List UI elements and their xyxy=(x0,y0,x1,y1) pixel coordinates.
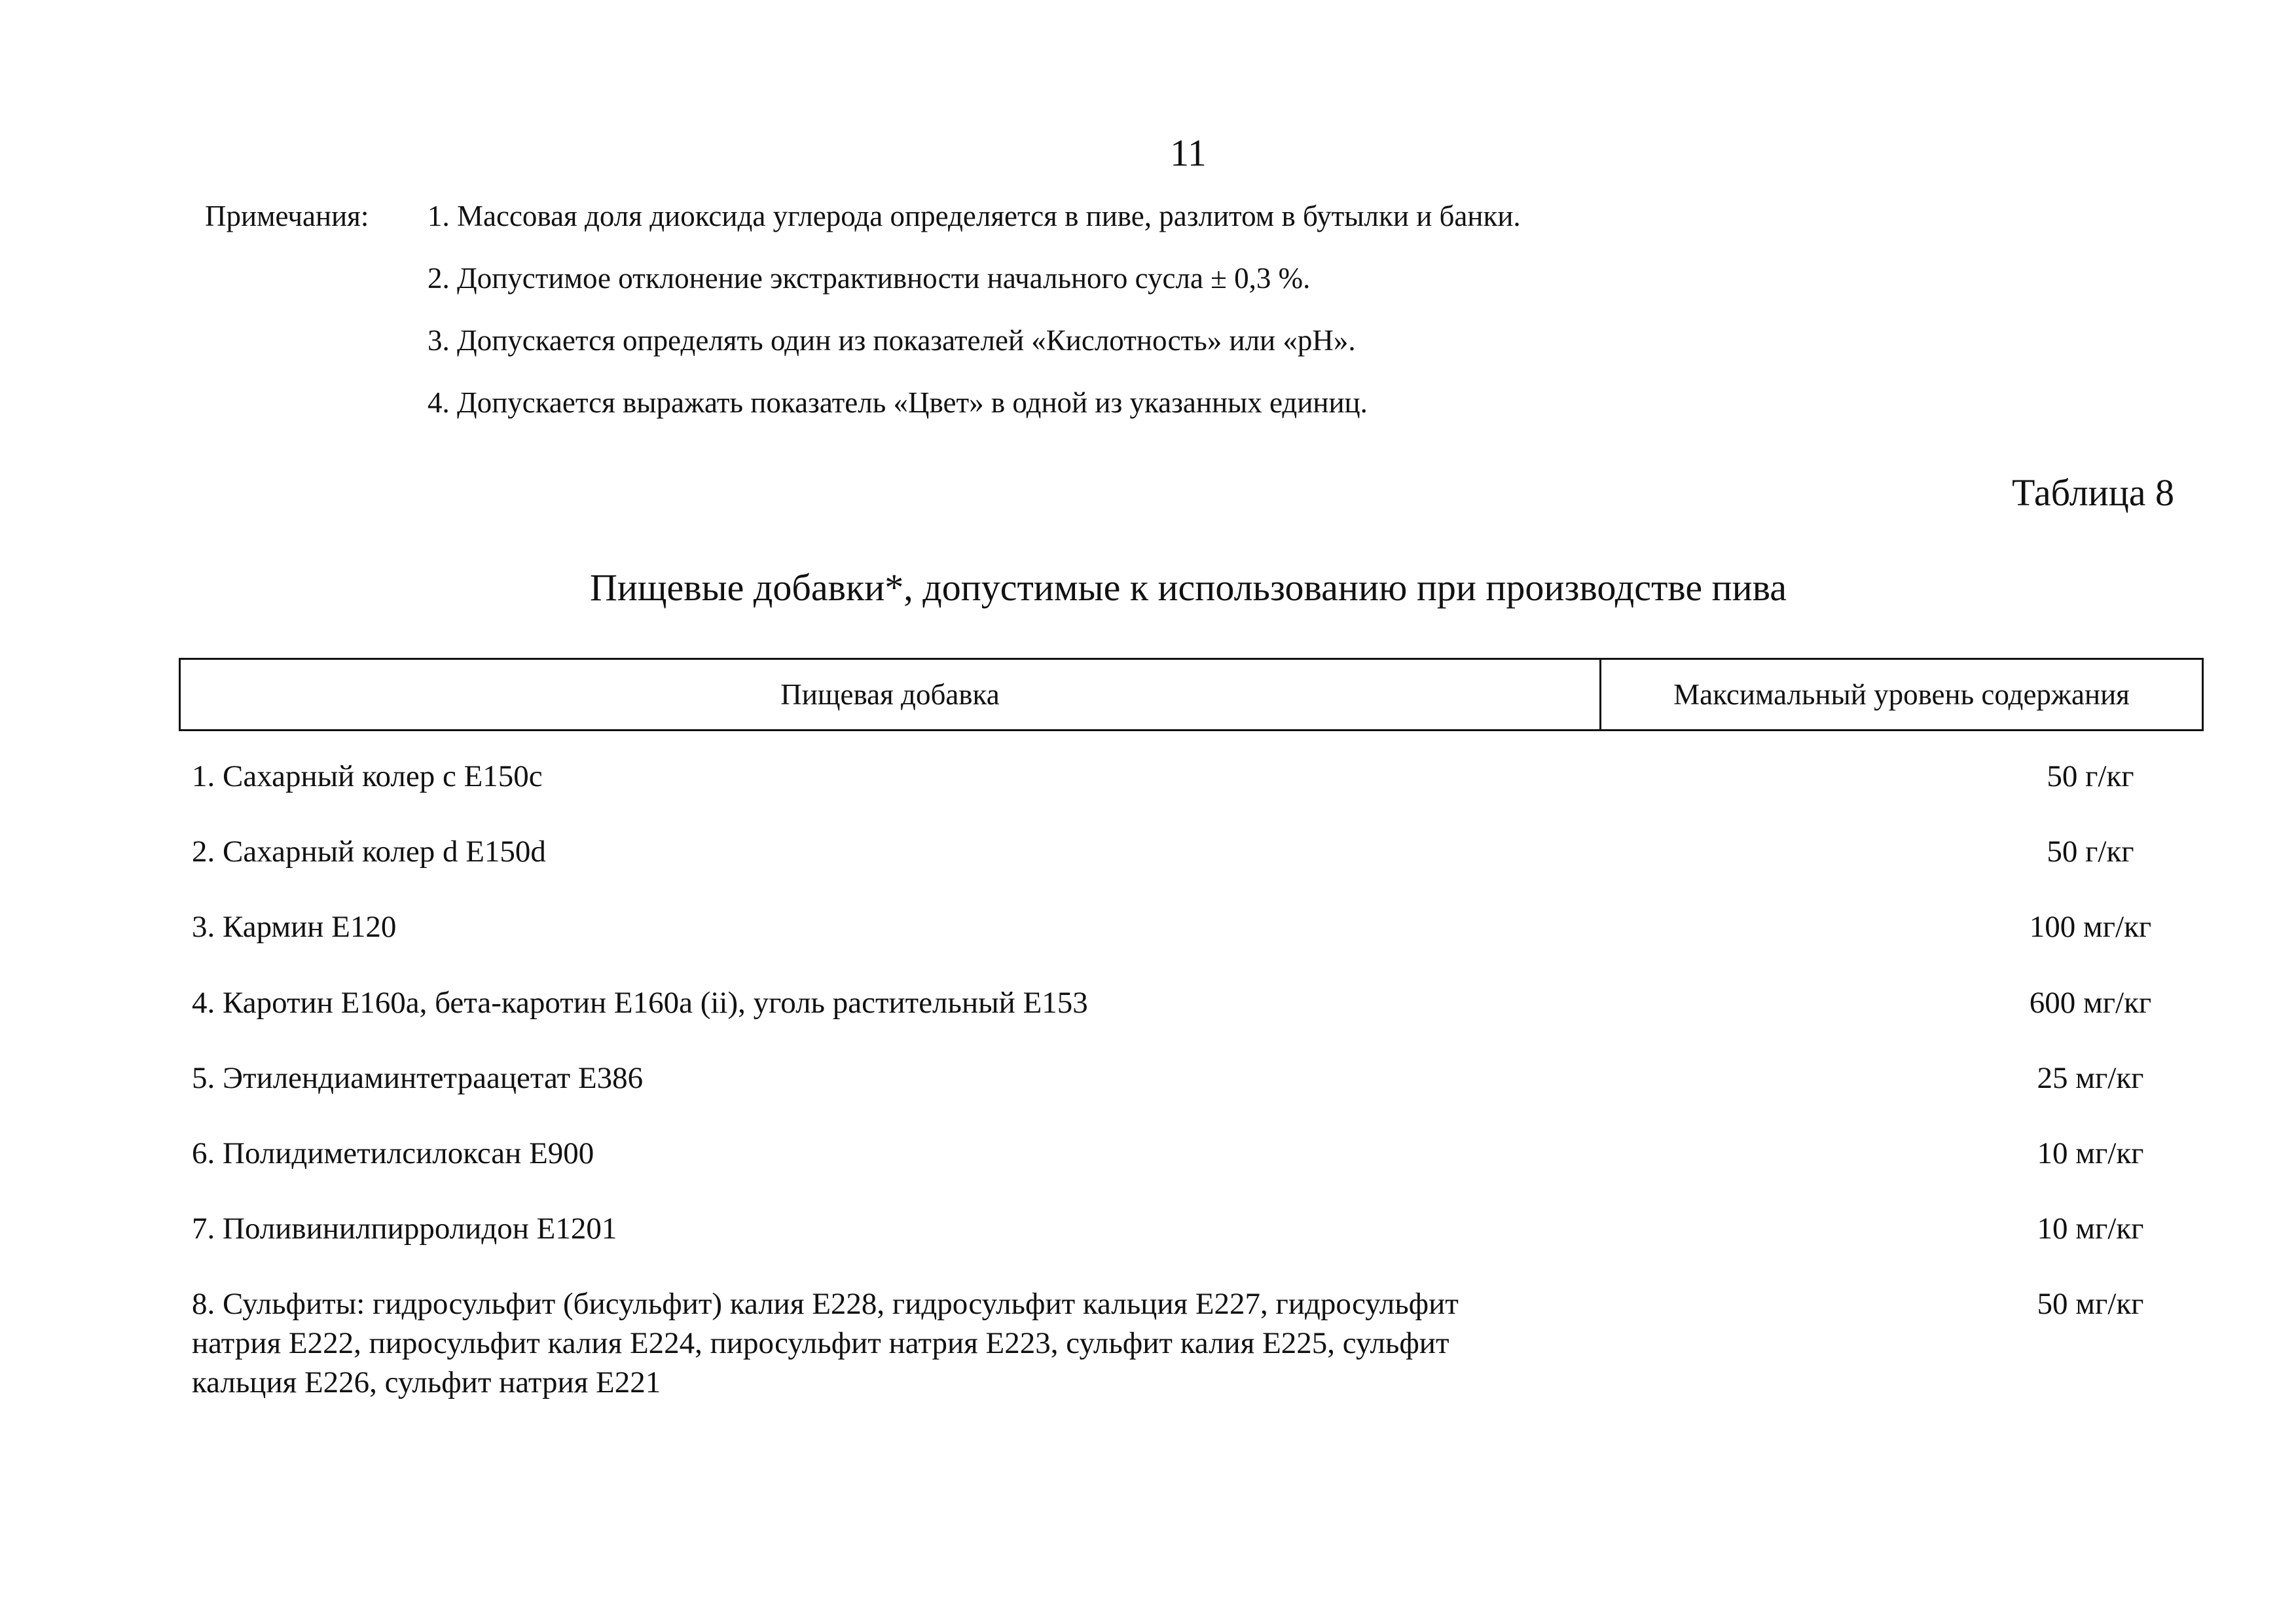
row-level: 100 мг/кг xyxy=(2029,910,2152,944)
row-level: 50 г/кг xyxy=(2047,835,2134,869)
row-level: 10 мг/кг xyxy=(2037,1136,2144,1170)
table-header xyxy=(179,658,2204,731)
row-additive: 5. Этилендиаминтетраацетат E386 xyxy=(192,1061,644,1095)
notes-label: Примечания: xyxy=(205,200,369,232)
header-additive: Пищевая добавка xyxy=(181,660,1601,729)
row-level: 50 мг/кг xyxy=(2037,1287,2144,1321)
table-label: Таблица 8 xyxy=(2011,471,2174,514)
row-additive: 3. Кармин E120 xyxy=(192,910,397,944)
note-item: 4. Допускается выражать показатель «Цвет» в одной из указанных единиц. xyxy=(428,386,1368,419)
row-level: 600 мг/кг xyxy=(2029,986,2152,1020)
row-level: 50 г/кг xyxy=(2047,759,2134,793)
row-additive: 1. Сахарный колер с E150c xyxy=(192,759,543,793)
note-item: 2. Допустимое отклонение экстрактивности начального сусла ± 0,3 %. xyxy=(428,262,1311,295)
note-item: 1. Массовая доля диоксида углерода определяется в пиве, разлитом в бутылки и банки. xyxy=(428,200,1521,232)
note-item: 3. Допускается определять один из показателей «Кислотность» или «pH». xyxy=(428,324,1356,357)
row-level: 25 мг/кг xyxy=(2037,1061,2144,1095)
table-title: Пищевые добавки*, допустимые к использованию при производстве пива xyxy=(589,566,1787,609)
row-level: 10 мг/кг xyxy=(2037,1212,2144,1246)
row-additive: 8. Сульфиты: гидросульфит (бисульфит) калия E228, гидросульфит кальция E227, гидросульфит натрия E222, пиросульфит калия E224, пиросульфит натрия E223, сульфит калия E225, сульфит кальция E226, сульфит натрия E221 xyxy=(192,1287,1459,1399)
header-max-level: Максимальный уровень содержания xyxy=(1673,678,2130,711)
row-additive: 6. Полидиметилсилоксан E900 xyxy=(192,1136,594,1170)
page-number: 11 xyxy=(1170,132,1207,174)
row-additive: 2. Сахарный колер d E150d xyxy=(192,835,546,869)
row-additive: 4. Каротин E160a, бета-каротин E160a (ii), уголь растительный E153 xyxy=(192,986,1088,1020)
row-additive: 7. Поливинилпирролидон E1201 xyxy=(192,1212,617,1246)
